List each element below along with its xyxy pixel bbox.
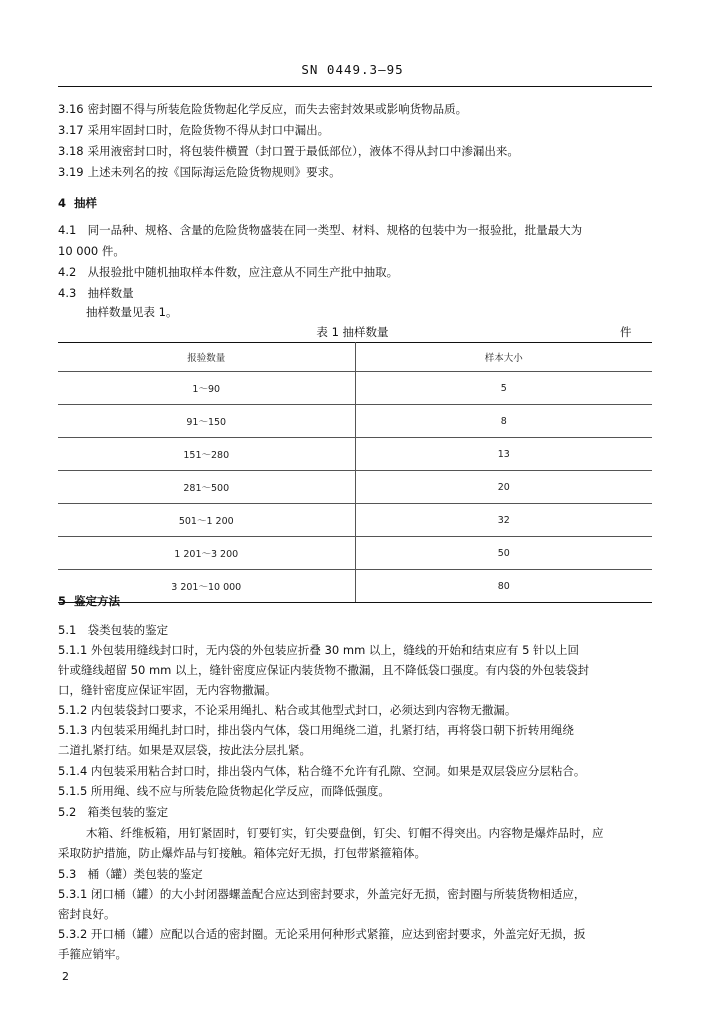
clause-3-17: 3.17 采用牢固封口时，危险货物不得从封口中漏出。 <box>58 123 330 137</box>
sample-size-cell: 13 <box>355 438 652 471</box>
lot-size-cell: 1 201～3 200 <box>58 537 355 570</box>
clause-5-3-2: 5.3.2 开口桶（罐）应配以合适的密封圈。无论采用何种形式紧箍，应达到密封要求，外盖完好无损，扳 <box>58 927 586 941</box>
clause-5-1-1-cont: 针或缝线超留 50 mm 以上，缝针密度应保证内装货物不撒漏，且不降低袋口强度。有内袋的外包装袋封 <box>58 663 589 677</box>
clause-5-1: 5.1 袋类包装的鉴定 <box>58 623 169 637</box>
table-header-row <box>58 343 652 372</box>
clause-5-2-body: 木箱、纤维板箱，用钉紧固时，钉要钉实，钉尖要盘倒，钉尖、钉帽不得突出。内容物是爆炸品时，应 <box>86 826 604 840</box>
lot-size-cell: 91～150 <box>58 405 355 438</box>
clause-5-3-2-cont: 手箍应销牢。 <box>58 947 127 961</box>
sample-size-cell: 8 <box>355 405 652 438</box>
lot-size-cell: 281～500 <box>58 471 355 504</box>
table-row <box>58 471 652 504</box>
lot-size-cell: 3 201～10 000 <box>58 570 355 603</box>
clause-5-1-5: 5.1.5 所用绳、线不应与所装危险货物起化学反应，而降低强度。 <box>58 784 390 798</box>
table-unit: 件 <box>620 325 632 339</box>
header-sample-size: 样本大小 <box>355 343 652 372</box>
clause-3-18: 3.18 采用液密封口时，将包装件横置（封口置于最低部位），液体不得从封口中渗漏出来。 <box>58 144 519 158</box>
table-row <box>58 438 652 471</box>
sample-size-cell: 32 <box>355 504 652 537</box>
clause-4-1: 4.1 同一品种、规格、含量的危险货物盛装在同一类型、材料、规格的包装中为一报验批，批量最大为 <box>58 223 583 237</box>
header-inspection-quantity: 报验数量 <box>58 343 355 372</box>
table-row <box>58 504 652 537</box>
clause-4-3-body: 抽样数量见表 1。 <box>86 305 178 319</box>
sampling-table <box>58 342 652 603</box>
sample-size-cell: 50 <box>355 537 652 570</box>
header-rule <box>58 86 652 87</box>
clause-4-2: 4.2 从报验批中随机抽取样本件数，应注意从不同生产批中抽取。 <box>58 265 399 279</box>
section-4-heading: 4 抽样 <box>58 196 98 210</box>
clause-5-1-3-cont: 二道扎紧打结。如果是双层袋，按此法分层扎紧。 <box>58 743 311 757</box>
clause-5-3: 5.3 桶（罐）类包装的鉴定 <box>58 867 203 881</box>
clause-5-1-2: 5.1.2 内包装袋封口要求，不论采用绳扎、粘合或其他型式封口，必须达到内容物无撒漏。 <box>58 703 517 717</box>
document-header: SN 0449.3—95 <box>301 62 404 77</box>
table-row <box>58 372 652 405</box>
table-row <box>58 570 652 603</box>
sample-size-cell: 20 <box>355 471 652 504</box>
lot-size-cell: 1～90 <box>58 372 355 405</box>
table-caption: 表 1 抽样数量 <box>316 325 389 339</box>
table-row <box>58 405 652 438</box>
clause-4-1-cont: 10 000 件。 <box>58 244 125 258</box>
clause-4-3: 4.3 抽样数量 <box>58 286 134 300</box>
clause-3-19: 3.19 上述未列名的按《国际海运危险货物规则》要求。 <box>58 165 341 179</box>
page-number: 2 <box>62 970 69 983</box>
sample-size-cell: 80 <box>355 570 652 603</box>
table-row <box>58 537 652 570</box>
sample-size-cell: 5 <box>355 372 652 405</box>
clause-5-3-1: 5.3.1 闭口桶（罐）的大小封闭器螺盖配合应达到密封要求，外盖完好无损，密封圈与所装货物相适应， <box>58 887 586 901</box>
lot-size-cell: 151～280 <box>58 438 355 471</box>
clause-5-2-body-cont: 采取防护措施，防止爆炸品与钉接触。箱体完好无损，打包带紧箍箱体。 <box>58 846 426 860</box>
section-5-heading: 5 鉴定方法 <box>58 594 121 608</box>
clause-5-3-1-cont: 密封良好。 <box>58 907 116 921</box>
lot-size-cell: 501～1 200 <box>58 504 355 537</box>
clause-5-1-3: 5.1.3 内包装采用绳扎封口时，排出袋内气体，袋口用绳绕二道，扎紧打结，再将袋口朝下折转用绳绕 <box>58 723 574 737</box>
clause-3-16: 3.16 密封圈不得与所装危险货物起化学反应，而失去密封效果或影响货物品质。 <box>58 102 468 116</box>
clause-5-1-1: 5.1.1 外包装用缝线封口时，无内袋的外包装应折叠 30 mm 以上，缝线的开始和结束应有 5 针以上回 <box>58 643 580 657</box>
clause-5-1-4: 5.1.4 内包装采用粘合封口时，排出袋内气体，粘合缝不允许有孔隙、空洞。如果是双层袋应分层粘合。 <box>58 764 586 778</box>
clause-5-2: 5.2 箱类包装的鉴定 <box>58 805 169 819</box>
clause-5-1-1-cont: 口，缝针密度应保证牢固，无内容物撒漏。 <box>58 683 277 697</box>
